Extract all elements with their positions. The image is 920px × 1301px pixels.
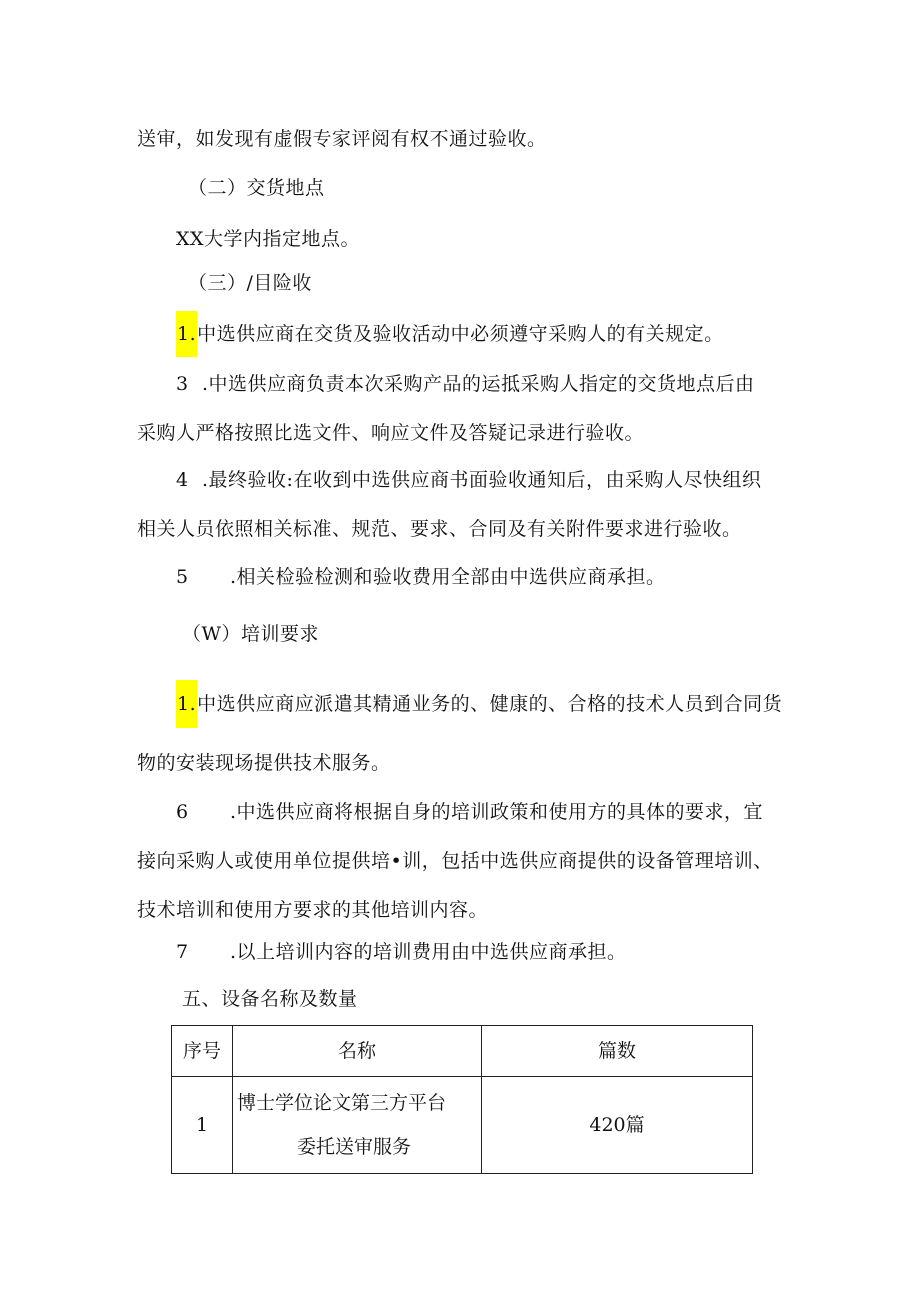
section-heading-training: （W）培训要求	[182, 623, 320, 645]
item-text: .中选供应商负责本次采购产品的运抵采购人指定的交货地点后由	[202, 373, 755, 395]
section-heading-equipment: 五、设备名称及数量	[182, 988, 358, 1010]
table-cell-count: 420篇	[482, 1077, 753, 1174]
list-item	[176, 311, 724, 357]
table-header-cell: 名称	[233, 1026, 482, 1077]
list-item	[176, 800, 763, 824]
equipment-table	[171, 1025, 753, 1174]
item-number-highlighted: 1.	[176, 680, 197, 728]
paragraph-text: 送审，如发现有虚假专家评阅有权不通过验收。	[137, 128, 547, 150]
table-cell-name	[233, 1077, 482, 1174]
table-header-cell: 序号	[172, 1026, 233, 1077]
item-number: 4	[176, 469, 189, 491]
table-header-cell: 篇数	[482, 1026, 753, 1077]
list-item	[176, 940, 627, 964]
item-number: 5	[176, 566, 189, 588]
item-text: 中选供应商应派遣其精通业务的、健康的、合格的技术人员到合同货	[197, 693, 783, 715]
item-number-highlighted: 1.	[176, 311, 197, 357]
item-text: .以上培训内容的培训费用由中选供应商承担。	[230, 941, 627, 963]
item-number: 6	[176, 801, 189, 823]
paragraph-continuation: 接向采购人或使用单位提供培•训，包括中选供应商提供的设备管理培训、	[137, 850, 773, 872]
name-line-2: 委托送审服务	[297, 1136, 412, 1158]
page-edge-mask	[168, 1174, 758, 1204]
section-heading-delivery: （二）交货地点	[188, 177, 325, 199]
table-cell-number: 1	[172, 1077, 233, 1174]
item-text: 中选供应商在交货及验收活动中必须遵守采购人的有关规定。	[197, 323, 724, 345]
list-item	[176, 680, 782, 728]
item-number: 3	[176, 373, 189, 395]
item-text: .中选供应商将根据自身的培训政策和使用方的具体的要求，宜	[230, 801, 764, 823]
table-row	[172, 1077, 753, 1174]
item-text: .最终验收:在收到中选供应商书面验收通知后，由采购人尽快组织	[202, 469, 762, 491]
paragraph-continuation: 采购人严格按照比选文件、响应文件及答疑记录进行验收。	[137, 422, 645, 444]
list-item	[176, 372, 755, 396]
section-heading-acceptance: （三）/目险收	[188, 272, 312, 294]
paragraph-continuation: 相关人员依照相关标准、规范、要求、合同及有关附件要求进行验收。	[137, 518, 742, 540]
item-number: 7	[176, 941, 189, 963]
list-item	[176, 565, 666, 589]
table-header-row	[172, 1026, 753, 1077]
paragraph-continuation: 技术培训和使用方要求的其他培训内容。	[137, 899, 489, 921]
name-line-1: 博士学位论文第三方平台	[237, 1092, 447, 1114]
paragraph-text: XX大学内指定地点。	[176, 228, 361, 250]
list-item	[176, 468, 761, 492]
item-text: .相关检验检测和验收费用全部由中选供应商承担。	[230, 566, 666, 588]
paragraph-continuation: 物的安装现场提供技术服务。	[137, 752, 391, 774]
